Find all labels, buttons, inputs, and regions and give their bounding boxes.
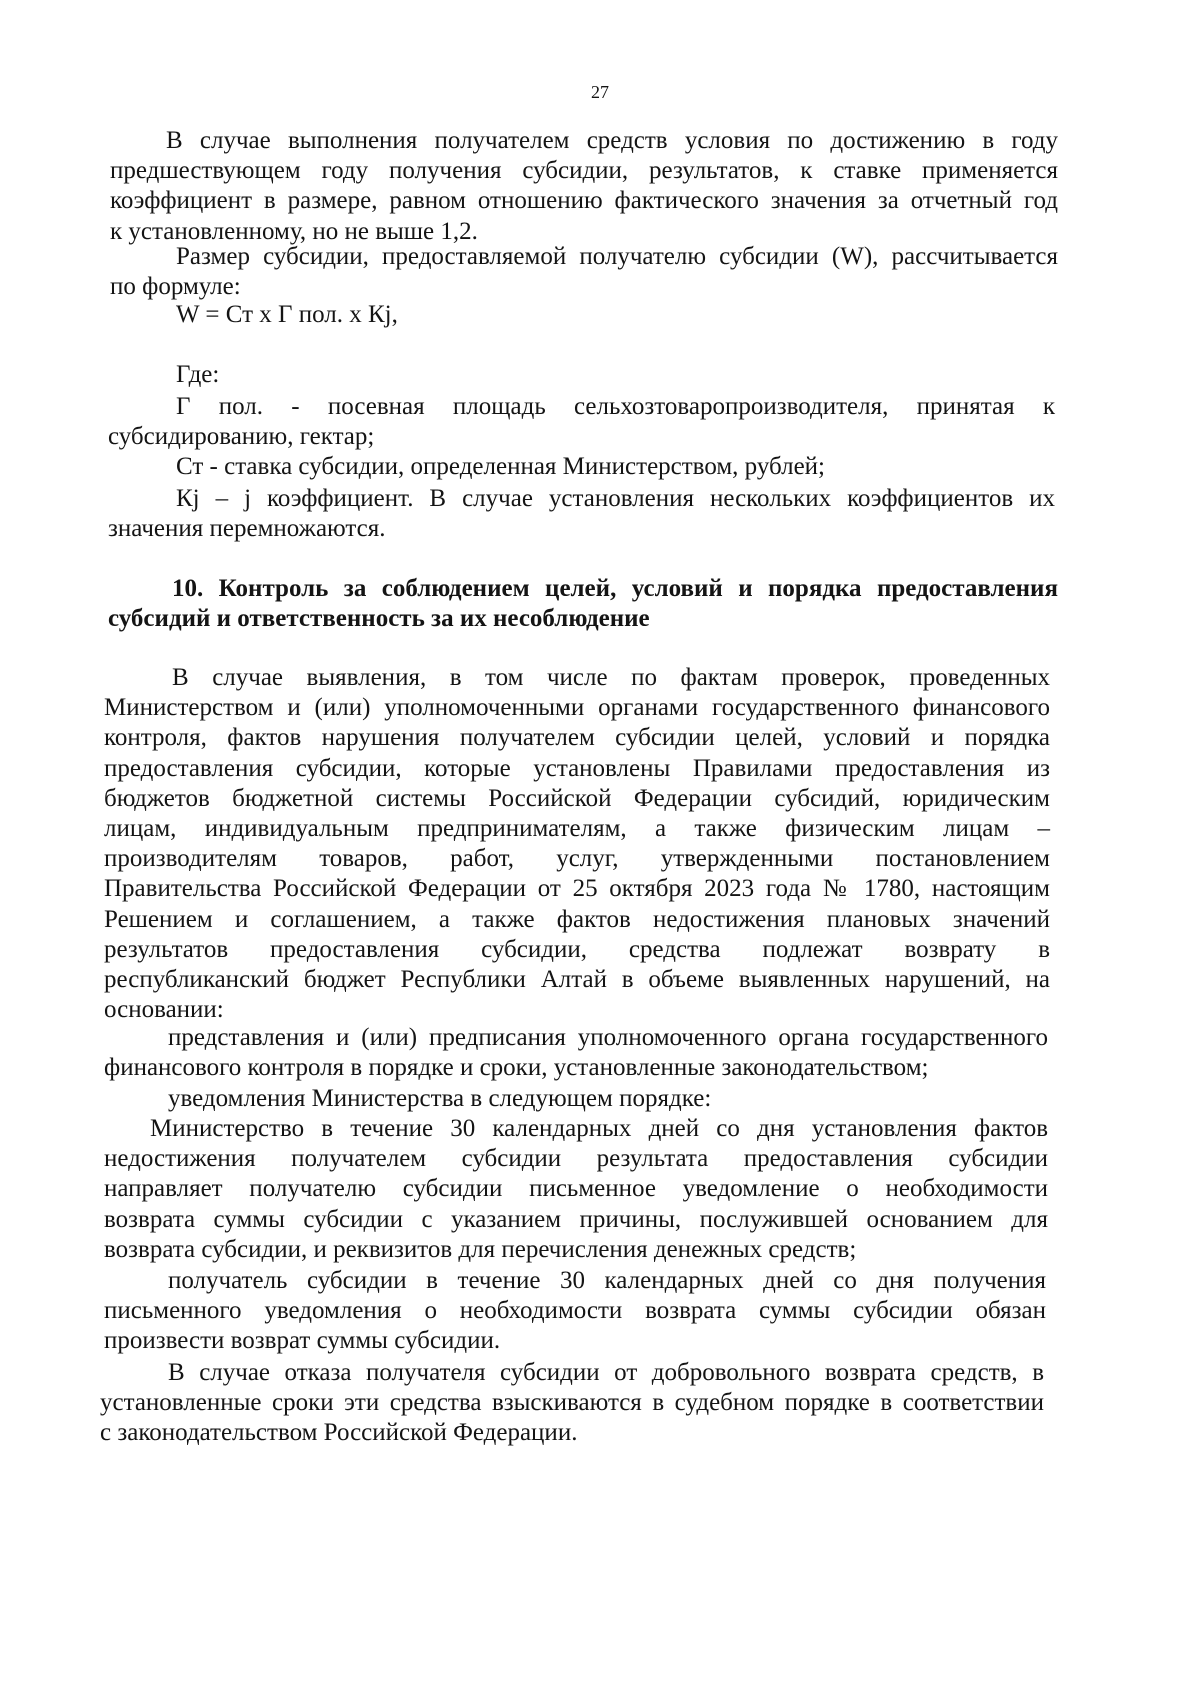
text-line: установленные сроки эти средства взыскиваются в судебном порядке в соответствии (100, 1389, 1044, 1417)
text-line: возврата суммы субсидии с указанием причины, послужившей основанием для (104, 1205, 1048, 1233)
text-line: произвести возврат суммы субсидии. (104, 1327, 501, 1355)
text-line: Правительства Российской Федерации от 25 октября 2023 года № 1780, настоящим (104, 875, 1050, 903)
text-line: по формуле: (110, 273, 241, 301)
text-line: финансового контроля в порядке и сроки, установленные законодательством; (104, 1054, 929, 1082)
text-line: В случае выполнения получателем средств условия по достижению в году (166, 127, 1058, 154)
text-line: субсидированию, гектар; (108, 423, 375, 451)
text-line: коэффициент в размере, равном отношению фактического значения за отчетный год (110, 187, 1058, 215)
text-line: Размер субсидии, предоставляемой получателю субсидии (W), рассчитывается (176, 243, 1058, 270)
text-line: к установленному, но не выше 1,2. (110, 217, 478, 245)
text-line: производителям товаров, работ, услуг, утвержденными постановлением (104, 845, 1050, 873)
section-heading-line: 10. Контроль за соблюдением целей, условий и порядка предоставления (172, 575, 1058, 602)
page-number: 27 (591, 82, 609, 102)
text-line: В случае отказа получателя субсидии от добровольного возврата средств, в (168, 1359, 1044, 1386)
text-line: основании: (104, 996, 224, 1024)
text-line: письменного уведомления о необходимости возврата суммы субсидии обязан (104, 1297, 1046, 1325)
text-line: В случае выявления, в том числе по фактам проверок, проведенных (172, 664, 1050, 691)
text-line: лицам, индивидуальным предпринимателям, а также физическим лицам – (104, 815, 1050, 842)
text-line: Кj – j коэффициент. В случае установления нескольких коэффициентов их (176, 485, 1055, 512)
text-line: Решением и соглашением, а также фактов недостижения плановых значений (104, 905, 1050, 933)
text-line: недостижения получателем субсидии результата предоставления субсидии (104, 1145, 1048, 1173)
text-line: представления и (или) предписания уполномоченного органа государственного (168, 1024, 1048, 1051)
text-line: контроля, фактов нарушения получателем субсидии целей, условий и порядка (104, 724, 1050, 752)
section-heading-line: субсидий и ответственность за их несоблюдение (108, 605, 650, 633)
text-line: получатель субсидии в течение 30 календарных дней со дня получения (168, 1267, 1046, 1294)
text-line: результатов предоставления субсидии, средства подлежат возврату в (104, 935, 1050, 963)
text-line: возврата субсидии, и реквизитов для перечисления денежных средств; (104, 1235, 857, 1263)
text-line: Где: (176, 361, 220, 388)
text-line: предоставления субсидии, которые установлены Правилами предоставления из (104, 754, 1050, 782)
text-line: республиканский бюджет Республики Алтай в объеме выявленных нарушений, на (104, 966, 1050, 993)
text-line: предшествующем году получения субсидии, результатов, к ставке применяется (110, 157, 1058, 185)
text-line: направляет получателю субсидии письменное уведомление о необходимости (104, 1175, 1048, 1203)
text-line: с законодательством Российской Федерации. (100, 1419, 578, 1447)
text-line: Министерство в течение 30 календарных дней со дня установления фактов (150, 1115, 1048, 1142)
text-line: Ст - ставка субсидии, определенная Министерством, рублей; (176, 453, 825, 480)
text-line: Министерством и (или) уполномоченными органами государственного финансового (104, 694, 1050, 722)
text-line: Г пол. - посевная площадь сельхозтоваропроизводителя, принятая к (176, 393, 1055, 420)
text-line: значения перемножаются. (108, 515, 386, 543)
text-line: бюджетов бюджетной системы Российской Федерации субсидий, юридическим (104, 784, 1050, 812)
text-line: W = Ст х Г пол. х Кj, (176, 301, 398, 328)
text-line: уведомления Министерства в следующем порядке: (168, 1085, 712, 1112)
